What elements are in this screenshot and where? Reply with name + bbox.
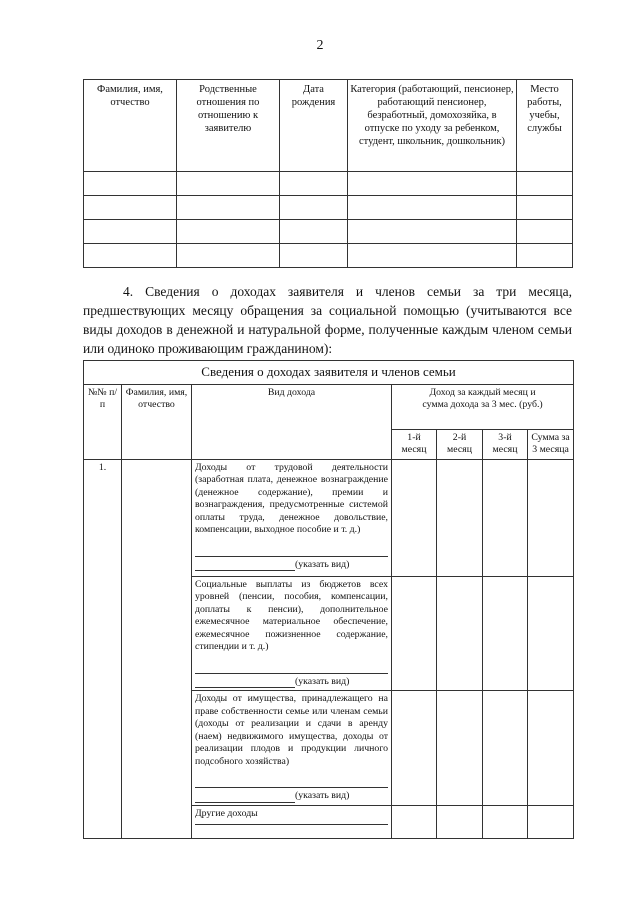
header-full-name: Фамилия, имя, отчество — [122, 384, 192, 459]
income-type-text: Другие доходы — [195, 807, 258, 819]
income-table — [83, 360, 574, 839]
income-type-other — [192, 805, 392, 838]
header-category: Категория (работающий, пенсионер, работающий пенсионер, безработный, домохозяйка, в отпуске по уходу за ребенком, студент, школьник, дошкольник) — [348, 80, 517, 172]
row-number: 1. — [84, 459, 122, 838]
amount-cell[interactable] — [392, 576, 437, 691]
amount-cell[interactable] — [483, 459, 528, 576]
blank-cell[interactable] — [280, 244, 348, 268]
amount-cell[interactable] — [392, 805, 437, 838]
table-header-row — [84, 80, 573, 172]
header-full-name: Фамилия, имя, отчество — [84, 80, 177, 172]
fill-line[interactable] — [195, 545, 388, 557]
fill-line[interactable] — [195, 776, 388, 788]
header-month-3: 3-й месяц — [483, 429, 528, 459]
amount-cell[interactable] — [437, 459, 483, 576]
section-4-paragraph: 4. Сведения о доходах заявителя и членов семьи за три месяца, предшествующих месяцу обращения за социальной помощью (учитываются все виды доходов в денежной и натуральной форме, полученные каждым членом семьи или одиноко проживающим гражданином): — [83, 284, 572, 356]
specify-label: (указать вид) — [295, 675, 350, 687]
income-type-property — [192, 691, 392, 806]
blank-cell[interactable] — [280, 220, 348, 244]
income-type-text: Доходы от имущества, принадлежащего на праве собственности семье или членам семьи (доходы от реализации и сдачи в аренду (наем) недвижимого имущества, доходы от реализации плодов и продукции личного подсобного хозяйства) — [195, 693, 388, 767]
amount-cell[interactable] — [483, 576, 528, 691]
blank-cell[interactable] — [348, 196, 517, 220]
blank-cell[interactable] — [177, 220, 280, 244]
amount-cell[interactable] — [528, 691, 574, 806]
fill-line[interactable] — [195, 662, 388, 674]
table-row — [84, 220, 573, 244]
header-monthly-income: Доход за каждый месяц и сумма дохода за 3 мес. (руб.) — [392, 384, 574, 429]
income-type-text: Социальные выплаты из бюджетов всех уровней (пенсии, пособия, компенсации, доплаты к пенсии), дополнительное ежемесячное материальное обеспечение, ежемесячное пожизненное содержание, стипендии и т. д.) — [195, 578, 388, 652]
fill-line[interactable] — [195, 676, 295, 688]
header-total-3-months: Сумма за 3 месяца — [528, 429, 574, 459]
header-month-1: 1-й месяц — [392, 429, 437, 459]
blank-cell[interactable] — [177, 244, 280, 268]
blank-cell[interactable] — [348, 244, 517, 268]
amount-cell[interactable] — [392, 691, 437, 806]
table-row — [84, 196, 573, 220]
family-members-table — [83, 79, 573, 268]
income-type-text: Доходы от трудовой деятельности (заработная плата, денежное вознаграждение (денежное содержание), премии и вознаграждения, предусмотренные системой оплаты труда, денежное довольствие, компенсации, выходное пособие и т. д.) — [195, 461, 388, 535]
header-income-type: Вид дохода — [192, 384, 392, 459]
amount-cell[interactable] — [437, 576, 483, 691]
table-row — [84, 172, 573, 196]
fill-line[interactable] — [195, 559, 295, 571]
blank-cell[interactable] — [517, 220, 573, 244]
amount-cell[interactable] — [528, 576, 574, 691]
blank-cell[interactable] — [177, 196, 280, 220]
table-row — [84, 244, 573, 268]
person-name-cell[interactable] — [122, 459, 192, 838]
header-birth-date: Дата рождения — [280, 80, 348, 172]
income-table-caption: Сведения о доходах заявителя и членов семьи — [84, 361, 574, 385]
blank-cell[interactable] — [280, 196, 348, 220]
page-number: 2 — [316, 38, 324, 53]
fill-line[interactable] — [195, 791, 295, 803]
blank-cell[interactable] — [177, 172, 280, 196]
blank-cell[interactable] — [348, 172, 517, 196]
income-type-labor — [192, 459, 392, 576]
specify-label: (указать вид) — [295, 558, 350, 570]
header-month-2: 2-й месяц — [437, 429, 483, 459]
blank-cell[interactable] — [280, 172, 348, 196]
header-relationship: Родственные отношения по отношению к заявителю — [177, 80, 280, 172]
amount-cell[interactable] — [483, 805, 528, 838]
blank-cell[interactable] — [84, 172, 177, 196]
amount-cell[interactable] — [392, 459, 437, 576]
blank-cell[interactable] — [84, 196, 177, 220]
amount-cell[interactable] — [528, 805, 574, 838]
blank-cell[interactable] — [517, 172, 573, 196]
amount-cell[interactable] — [437, 691, 483, 806]
income-type-social — [192, 576, 392, 691]
blank-cell[interactable] — [348, 220, 517, 244]
specify-label: (указать вид) — [295, 790, 350, 801]
table-row — [84, 459, 574, 576]
header-workplace: Место работы, учебы, службы — [517, 80, 573, 172]
blank-cell[interactable] — [84, 220, 177, 244]
blank-cell[interactable] — [84, 244, 177, 268]
blank-cell[interactable] — [517, 244, 573, 268]
amount-cell[interactable] — [483, 691, 528, 806]
header-row-number: №№ п/п — [84, 384, 122, 459]
fill-line[interactable] — [195, 820, 388, 825]
blank-cell[interactable] — [517, 196, 573, 220]
amount-cell[interactable] — [528, 459, 574, 576]
amount-cell[interactable] — [437, 805, 483, 838]
